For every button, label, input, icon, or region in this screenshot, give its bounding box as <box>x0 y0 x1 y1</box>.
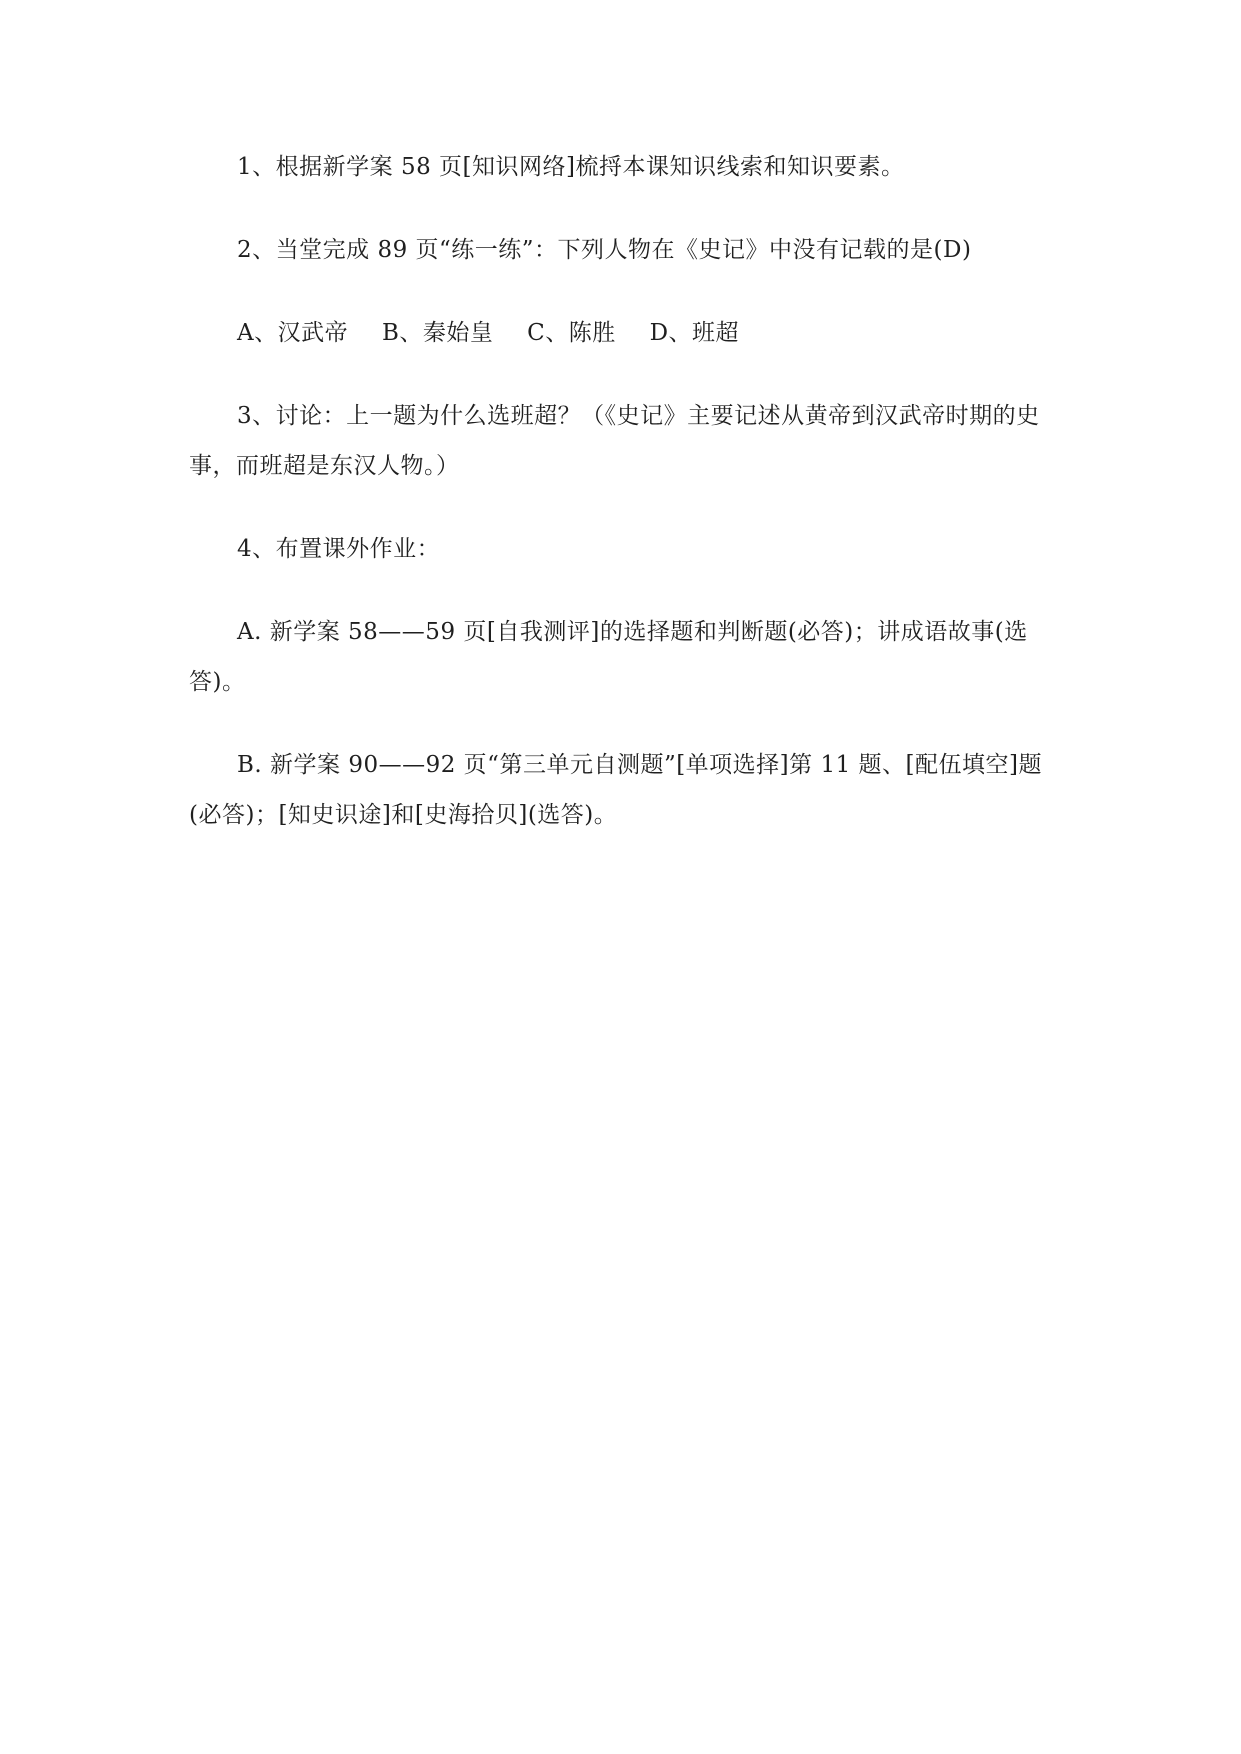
answer-options <box>189 308 1069 358</box>
homework-a: A. 新学案 58——59 页[自我测评]的选择题和判断题(必答)；讲成语故事(选答)。 <box>189 619 1028 695</box>
item-3-discussion: 3、讨论：上一题为什么选班超？（《史记》主要记述从黄帝到汉武帝时期的史事，而班超是东汉人物。） <box>189 403 1040 479</box>
item-2-practice-question: 2、当堂完成 89 页“练一练”：下列人物在《史记》中没有记载的是(D) <box>237 237 972 263</box>
option-b: B、秦始皇 <box>381 320 494 346</box>
document-body <box>189 142 1069 873</box>
item-1-knowledge-network: 1、根据新学案 58 页[知识网络]梳捋本课知识线索和知识要素。 <box>237 154 905 180</box>
option-a: A、汉武帝 <box>237 320 349 346</box>
option-c: C、陈胜 <box>527 320 616 346</box>
item-4-homework-heading: 4、布置课外作业： <box>237 536 441 562</box>
homework-b: B. 新学案 90——92 页“第三单元自测题”[单项选择]第 11 题、[配伍填空]题(必答)；[知史识途]和[史海拾贝](选答)。 <box>189 752 1042 828</box>
option-d: D、班超 <box>649 320 740 346</box>
